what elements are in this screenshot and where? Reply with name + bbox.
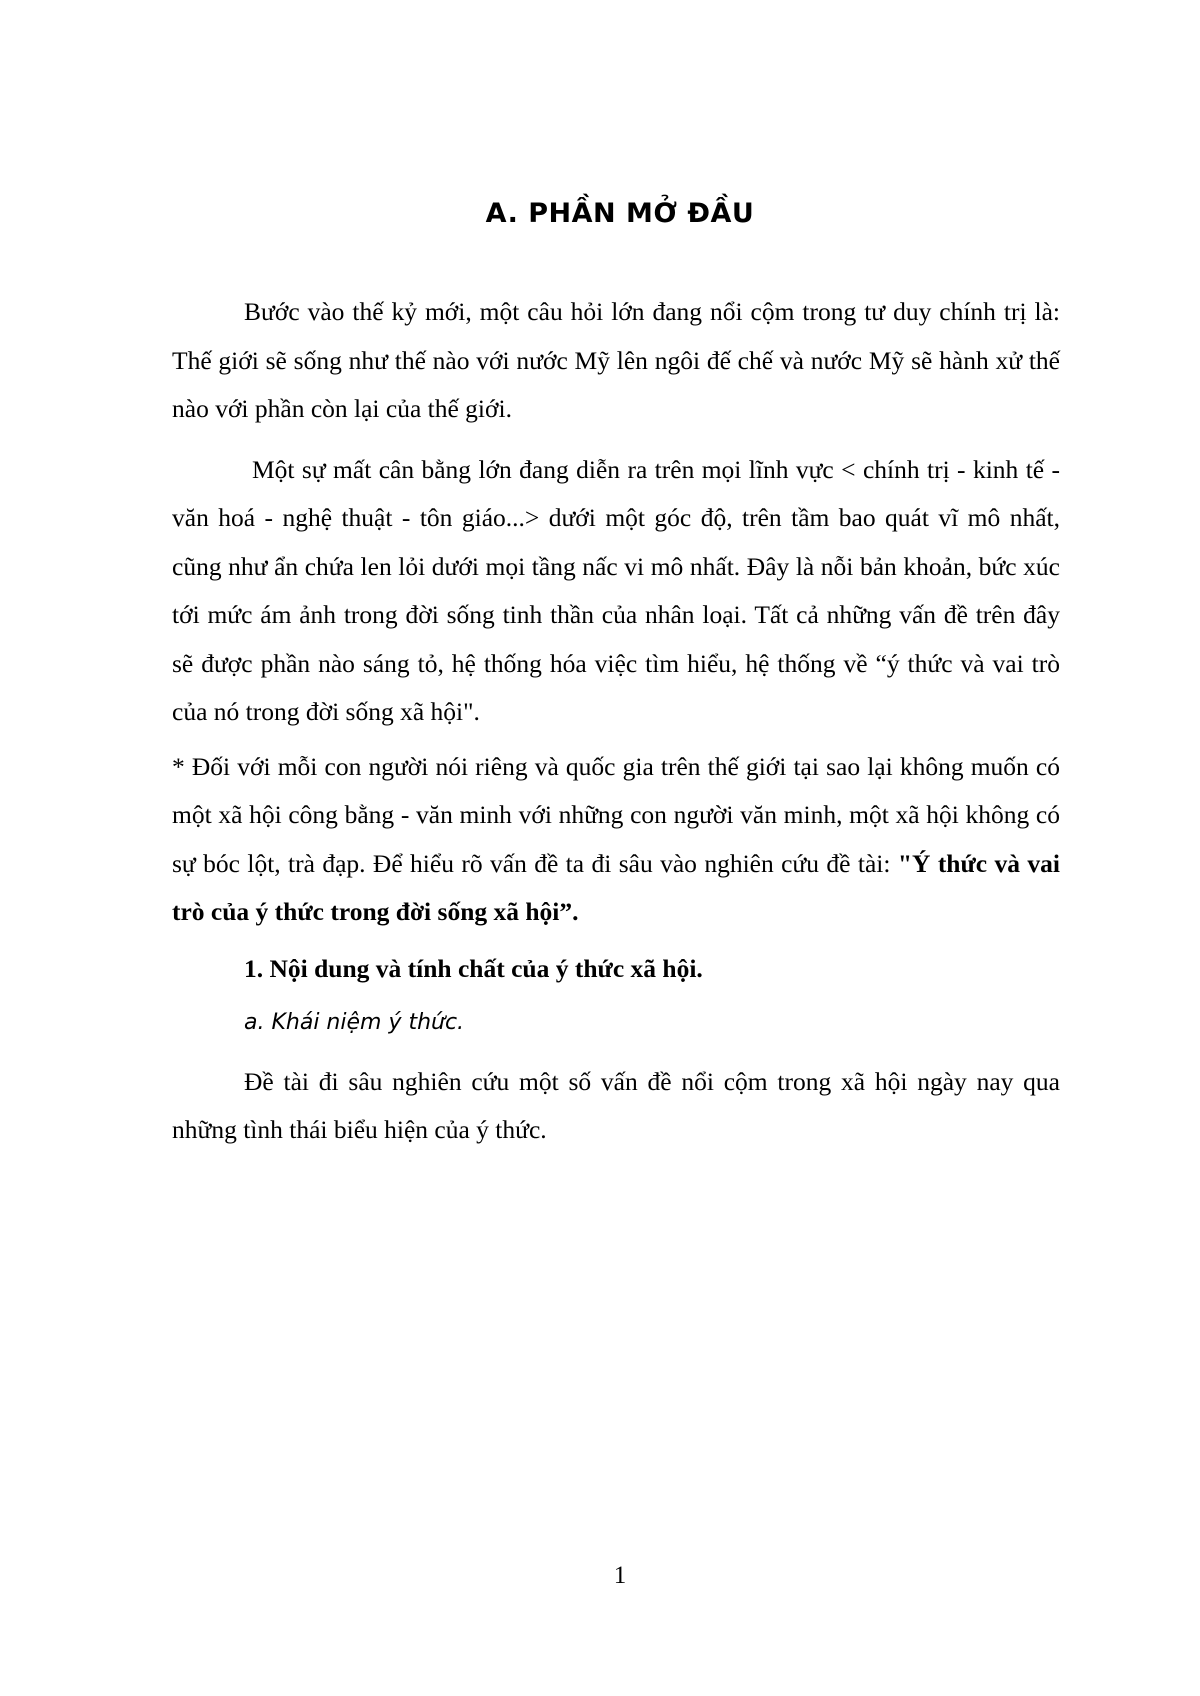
topic-title-bold: "Ý thức và vai trò của ý thức trong đời sống xã hội”.: [172, 848, 1060, 926]
paragraph-research-topic-text: * Đối với mỗi con người nói riêng và quốc gia trên thế giới tại sao lại không muốn có một xã hội công bằng - văn minh với những con người văn minh, một xã hội không có sự bóc lột, trà đạp. Để hiểu rõ vấn đề ta đi sâu vào nghiên cứu đề tài:: [172, 751, 1060, 878]
document-body: [172, 288, 1060, 1155]
paragraph-intro: Bước vào thế kỷ mới, một câu hỏi lớn đang nổi cộm trong tư duy chính trị là: Thế giới sẽ sống như thế nào với nước Mỹ lên ngôi đế chế và nước Mỹ sẽ hành xử thế nào với phần còn lại của thế giới.: [172, 297, 1060, 423]
paragraph-research-topic: [172, 743, 1060, 937]
paragraph-topic-summary: Đề tài đi sâu nghiên cứu một số vấn đề nổi cộm trong xã hội ngày nay qua những tình thái biểu hiện của ý thức.: [172, 1066, 1060, 1144]
section-heading-1: 1. Nội dung và tính chất của ý thức xã hội.: [244, 953, 703, 983]
paragraph-imbalance: Một sự mất cân bằng lớn đang diễn ra trên mọi lĩnh vực < chính trị - kinh tế - văn hoá - nghệ thuật - tôn giáo...> dưới một góc độ, trên tầm bao quát vĩ mô nhất, cũng như ẩn chứa len lỏi dưới mọi tầng nấc vi mô nhất. Đây là nỗi bản khoản, bức xúc tới mức ám ảnh trong đời sống tinh thần của nhân loại. Tất cả những vấn đề trên đây sẽ được phần nào sáng tỏ, hệ thống hóa việc tìm hiểu, hệ thống về “ý thức và vai trò của nó trong đời sống xã hội".: [172, 454, 1060, 726]
page-number: 1: [613, 1562, 627, 1589]
page-title: A. PHẦN MỞ ĐẦU: [485, 198, 755, 229]
subsection-heading-a: a. Khái niệm ý thức.: [244, 1010, 465, 1035]
